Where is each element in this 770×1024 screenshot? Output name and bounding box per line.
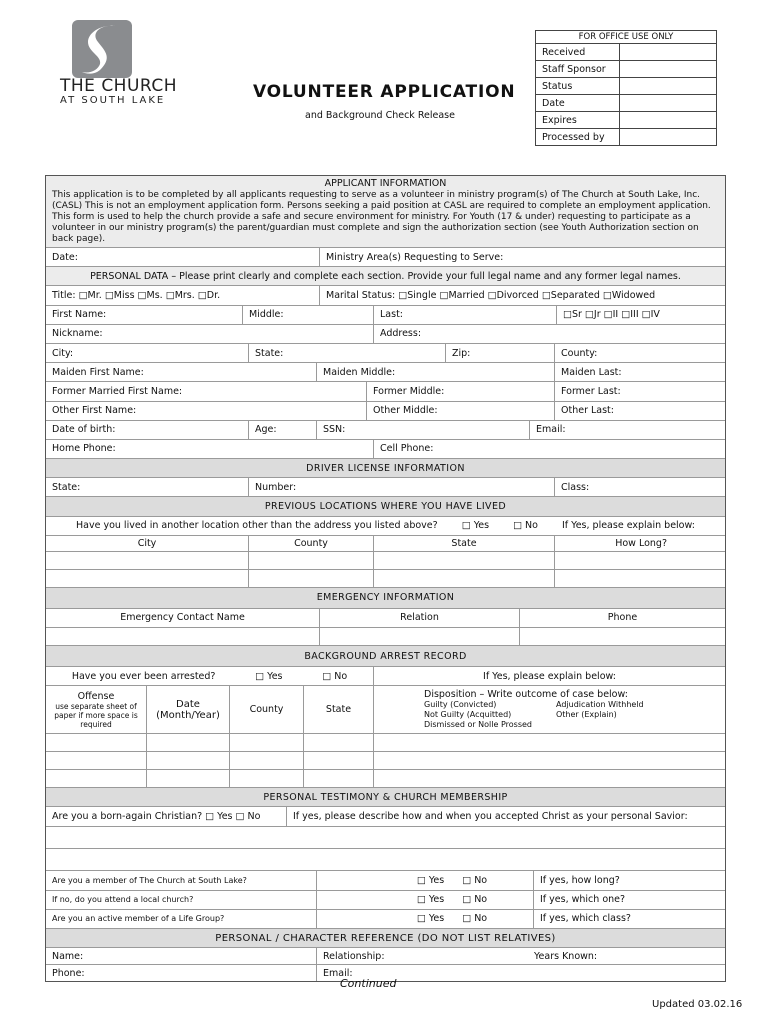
form-row: [46, 343, 725, 362]
disposition-label: Disposition – Write outcome of case below:: [424, 689, 628, 701]
ssn-field[interactable]: SSN:: [316, 421, 529, 439]
arrest-no-checkbox[interactable]: □ No: [322, 670, 348, 682]
section-header-arrest: BACKGROUND ARREST RECORD: [46, 646, 725, 666]
form-row: [46, 401, 725, 420]
locations-question: Have you lived in another location other than the address you listed above?: [76, 520, 438, 532]
office-label: Processed by: [536, 129, 620, 146]
lifegroup-options: [316, 910, 533, 928]
form-row: [46, 477, 725, 496]
entry-cell[interactable]: [373, 552, 554, 569]
entry-cell[interactable]: [248, 570, 373, 587]
form-row: [46, 285, 725, 304]
entry-cell[interactable]: [373, 570, 554, 587]
date-field[interactable]: Date:: [52, 251, 78, 263]
office-field[interactable]: [620, 129, 717, 146]
arrest-entry-row: [46, 751, 725, 769]
form-row: [46, 947, 725, 964]
entry-cell[interactable]: [303, 770, 373, 787]
other-first-field[interactable]: Other First Name:: [52, 405, 137, 417]
col-relation: Relation: [319, 609, 519, 627]
form-row: [46, 305, 725, 324]
disposition-opt: Guilty (Convicted): [424, 700, 497, 710]
emergency-entry-row: [46, 627, 725, 645]
entry-cell[interactable]: [46, 552, 248, 569]
locations-yes-checkbox[interactable]: □ Yes: [461, 520, 490, 532]
section-header-driver: DRIVER LICENSE INFORMATION: [46, 459, 725, 477]
form-row: [46, 806, 725, 826]
office-field[interactable]: [620, 44, 717, 61]
locations-no-checkbox[interactable]: □ No: [513, 520, 538, 532]
testimony-entry-row: [46, 848, 725, 870]
city-field[interactable]: City:: [52, 347, 74, 359]
church-options: [316, 891, 533, 909]
form-row: [46, 587, 725, 608]
member-yes-checkbox[interactable]: □ Yes: [416, 874, 445, 886]
form-row: [46, 787, 725, 806]
entry-cell[interactable]: [46, 734, 146, 751]
disposition-opt: Not Guilty (Acquitted): [424, 710, 512, 720]
disposition-line: [424, 700, 684, 710]
testimony-entry-row: [46, 826, 725, 848]
disposition-opt: Other (Explain): [556, 710, 617, 720]
entry-cell[interactable]: [373, 752, 725, 769]
reference-name-field[interactable]: Name:: [52, 950, 84, 962]
section-header-applicant: APPLICANT INFORMATION: [324, 178, 447, 189]
lifegroup-yes-checkbox[interactable]: □ Yes: [416, 913, 445, 925]
form-row: [46, 439, 725, 458]
locations-entry-row: [46, 569, 725, 587]
locations-explain: If Yes, please explain below:: [562, 520, 695, 532]
office-header: FOR OFFICE USE ONLY: [536, 31, 717, 44]
title-options[interactable]: Title: □Mr. □Miss □Ms. □Mrs. □Dr.: [52, 289, 221, 301]
license-class-field[interactable]: Class:: [554, 478, 725, 496]
office-label: Status: [536, 78, 620, 95]
address-field[interactable]: Address:: [373, 325, 725, 343]
other-last-field[interactable]: Other Last:: [554, 402, 725, 420]
col-phone: Phone: [519, 609, 725, 627]
form-row: [46, 666, 725, 685]
former-middle-field[interactable]: Former Middle:: [366, 382, 554, 400]
reference-phone-field[interactable]: Phone:: [52, 967, 85, 979]
form-row: [46, 870, 725, 889]
maiden-last-field[interactable]: Maiden Last:: [554, 363, 725, 381]
marital-status-options[interactable]: Marital Status: □Single □Married □Divorced □Separated □Widowed: [319, 286, 725, 304]
license-state-field[interactable]: State:: [52, 481, 81, 493]
arrest-question: Have you ever been arrested?: [71, 670, 216, 682]
col-date: Date (Month/Year): [146, 686, 229, 733]
entry-cell[interactable]: [229, 734, 303, 751]
age-field[interactable]: Age:: [248, 421, 316, 439]
church-no-checkbox[interactable]: □ No: [462, 894, 488, 906]
page-title: VOLUNTEER APPLICATION: [253, 82, 516, 102]
former-first-field[interactable]: Former Married First Name:: [52, 385, 183, 397]
form-row: [46, 645, 725, 666]
form-row: [46, 516, 725, 535]
office-label: Staff Sponsor: [536, 61, 620, 78]
home-phone-field[interactable]: Home Phone:: [52, 443, 116, 455]
disposition-line: [424, 710, 684, 720]
intro-text: This application is to be completed by all applicants requesting to serve as a volunteer in ministry program(s) of The Church at South Lake, Inc. (CASL) This is not an employment application form. Persons seeking a paid position at CASL are required to complete an employment application. This form is used to help the church provide a safe and secure environment for ministry. For Youth (17 & under) requesting to participate as a volunteer in our ministry program(s) the parent/guardian must complete and sign the authorization section (see Youth Authorization section on back page).: [52, 190, 711, 244]
former-last-field[interactable]: Former Last:: [554, 382, 725, 400]
entry-cell[interactable]: [46, 827, 725, 848]
section-header-personal: PERSONAL DATA – Please print clearly and complete each section. Provide your full legal name and any former legal names.: [46, 267, 725, 285]
arrest-yes-checkbox[interactable]: □ Yes: [255, 670, 283, 682]
license-number-field[interactable]: Number:: [248, 478, 554, 496]
middle-name-field[interactable]: Middle:: [242, 306, 373, 324]
entry-cell[interactable]: [319, 628, 519, 645]
section-header-reference: PERSONAL / CHARACTER REFERENCE (DO NOT LIST RELATIVES): [46, 929, 725, 947]
applicant-intro: [46, 176, 725, 247]
entry-cell[interactable]: [46, 849, 725, 870]
state-field[interactable]: State:: [248, 344, 445, 362]
col-state: State: [303, 686, 373, 733]
form-row: [46, 362, 725, 381]
suffix-options[interactable]: □Sr □Jr □II □III □IV: [556, 306, 725, 324]
church-logo-icon: [72, 20, 132, 78]
page-subtitle: and Background Check Release: [305, 110, 455, 121]
entry-cell[interactable]: [248, 552, 373, 569]
entry-cell[interactable]: [303, 734, 373, 751]
entry-cell[interactable]: [554, 552, 725, 569]
section-header-testimony: PERSONAL TESTIMONY & CHURCH MEMBERSHIP: [46, 788, 725, 806]
entry-cell[interactable]: [46, 752, 146, 769]
disposition-opt: Dismissed or Nolle Prossed: [424, 720, 532, 730]
org-subname: AT SOUTH LAKE: [60, 95, 166, 106]
form-row: [46, 247, 725, 266]
offense-note: use separate sheet of paper if more space is required: [54, 701, 138, 729]
col-offense: [46, 686, 146, 733]
form-row: [46, 381, 725, 400]
membership-options: [316, 871, 533, 889]
entry-cell[interactable]: [373, 770, 725, 787]
arrest-entry-row: [46, 769, 725, 787]
form-row: [46, 685, 725, 733]
member-no-checkbox[interactable]: □ No: [462, 874, 488, 886]
ministry-area-field[interactable]: Ministry Area(s) Requesting to Serve:: [319, 248, 725, 266]
last-name-field[interactable]: Last:: [373, 306, 556, 324]
form-row: [46, 420, 725, 439]
entry-cell[interactable]: [554, 570, 725, 587]
entry-cell[interactable]: [373, 734, 725, 751]
arrest-entry-row: [46, 733, 725, 751]
nickname-field[interactable]: Nickname:: [52, 328, 103, 340]
form-row: [46, 324, 725, 343]
col-county: County: [229, 686, 303, 733]
entry-cell[interactable]: [146, 734, 229, 751]
born-again-question[interactable]: Are you a born-again Christian? □ Yes □ No: [52, 811, 261, 823]
lifegroup-question: Are you an active member of a Life Group?: [52, 914, 225, 924]
entry-cell[interactable]: [46, 570, 248, 587]
form-row: [46, 608, 725, 627]
church-follow[interactable]: If yes, which one?: [533, 891, 725, 909]
form-row: [46, 458, 725, 477]
reference-relationship-field[interactable]: Relationship:: [316, 948, 528, 964]
entry-cell[interactable]: [519, 628, 725, 645]
office-label: Expires: [536, 112, 620, 129]
membership-question: Are you a member of The Church at South Lake?: [52, 875, 247, 885]
col-contact-name: Emergency Contact Name: [120, 612, 245, 624]
email-field[interactable]: Email:: [529, 421, 725, 439]
church-question: If no, do you attend a local church?: [52, 895, 194, 905]
entry-cell[interactable]: [303, 752, 373, 769]
lifegroup-follow[interactable]: If yes, which class?: [533, 910, 725, 928]
applicant-intro-row: [46, 176, 725, 247]
entry-cell[interactable]: [229, 752, 303, 769]
updated-date: Updated 03.02.16: [652, 999, 743, 1010]
testimony-describe: If yes, please describe how and when you accepted Christ as your personal Savior:: [286, 807, 725, 826]
continued-note: Continued: [340, 977, 397, 990]
office-label: Received: [536, 44, 620, 61]
office-field[interactable]: [620, 112, 717, 129]
form-row: [46, 890, 725, 909]
entry-cell[interactable]: [146, 770, 229, 787]
section-header-locations: PREVIOUS LOCATIONS WHERE YOU HAVE LIVED: [46, 497, 725, 515]
first-name-field[interactable]: First Name:: [52, 309, 107, 321]
org-name: THE CHURCH: [60, 76, 178, 96]
offense-label: Offense: [77, 690, 115, 702]
entry-cell[interactable]: [146, 752, 229, 769]
section-header-emergency: EMERGENCY INFORMATION: [46, 588, 725, 608]
maiden-middle-field[interactable]: Maiden Middle:: [316, 363, 554, 381]
church-yes-checkbox[interactable]: □ Yes: [416, 894, 445, 906]
arrest-explain: If Yes, please explain below:: [373, 667, 725, 685]
col-county: County: [248, 536, 373, 551]
entry-cell[interactable]: [46, 770, 146, 787]
office-field[interactable]: [620, 95, 717, 112]
office-use-table: [535, 30, 717, 146]
zip-field[interactable]: Zip:: [445, 344, 554, 362]
maiden-first-field[interactable]: Maiden First Name:: [52, 366, 144, 378]
membership-follow[interactable]: If yes, how long?: [533, 871, 725, 889]
other-middle-field[interactable]: Other Middle:: [366, 402, 554, 420]
lifegroup-no-checkbox[interactable]: □ No: [462, 913, 488, 925]
form-row: [46, 496, 725, 515]
office-label: Date: [536, 95, 620, 112]
county-field[interactable]: County:: [554, 344, 725, 362]
form-row: [46, 909, 725, 928]
locations-entry-row: [46, 551, 725, 569]
dob-field[interactable]: Date of birth:: [52, 424, 116, 436]
form-row: [46, 266, 725, 285]
reference-email-field[interactable]: Email:: [316, 965, 725, 981]
col-how-long: How Long?: [554, 536, 725, 551]
arrest-question-cell: [46, 667, 373, 685]
locations-question-row: [46, 517, 725, 535]
form-row: [46, 928, 725, 947]
col-city: City: [137, 537, 157, 549]
disposition-opt: Adjudication Withheld: [556, 700, 644, 710]
entry-cell[interactable]: [46, 628, 319, 645]
col-disposition: [373, 686, 725, 733]
office-field[interactable]: [620, 78, 717, 95]
cell-phone-field[interactable]: Cell Phone:: [373, 440, 725, 458]
application-form: [45, 175, 726, 982]
col-state: State: [373, 536, 554, 551]
office-field[interactable]: [620, 61, 717, 78]
reference-years-field[interactable]: Years Known:: [534, 950, 598, 962]
entry-cell[interactable]: [229, 770, 303, 787]
form-row: [46, 535, 725, 551]
